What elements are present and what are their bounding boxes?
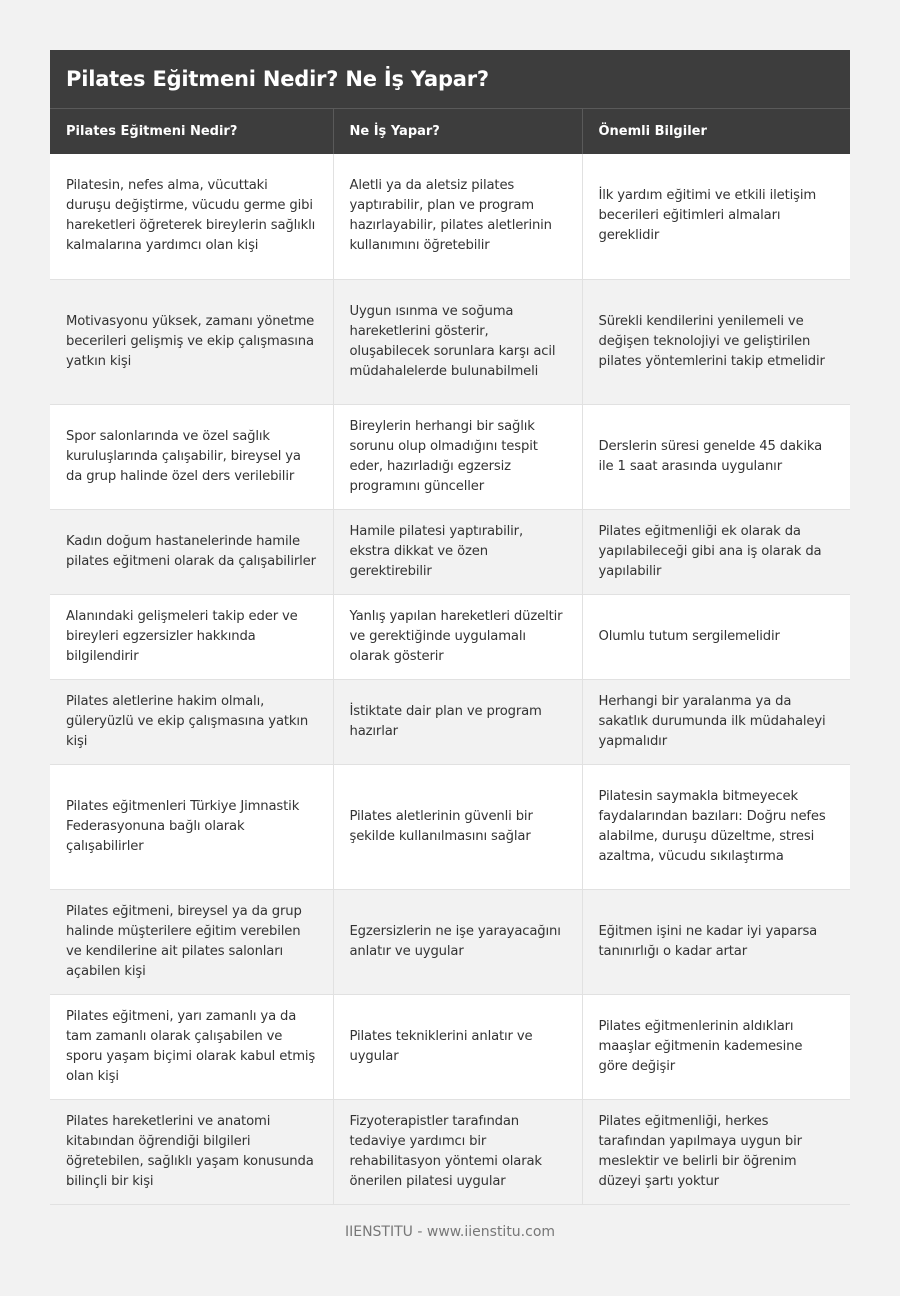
table-cell: Olumlu tutum sergilemelidir: [582, 594, 850, 679]
table-row: [50, 764, 850, 889]
page-title: Pilates Eğitmeni Nedir? Ne İş Yapar?: [66, 67, 489, 91]
table-row: [50, 279, 850, 404]
table-cell: Eğitmen işini ne kadar iyi yaparsa tanınırlığı o kadar artar: [582, 889, 850, 994]
table-cell: Fizyoterapistler tarafından tedaviye yardımcı bir rehabilitasyon yöntemi olarak önerilen pilatesi uygular: [333, 1099, 582, 1204]
table-row: [50, 679, 850, 764]
table-header-row: [50, 109, 850, 155]
table-cell: Bireylerin herhangi bir sağlık sorunu olup olmadığını tespit eder, hazırladığı egzersiz programını günceller: [333, 404, 582, 509]
table-cell: Pilates tekniklerini anlatır ve uygular: [333, 994, 582, 1099]
table-cell: Motivasyonu yüksek, zamanı yönetme becerileri gelişmiş ve ekip çalışmasına yatkın kişi: [50, 279, 333, 404]
column-header-important-info: Önemli Bilgiler: [582, 109, 850, 155]
table-cell: Spor salonlarında ve özel sağlık kuruluşlarında çalışabilir, bireysel ya da grup halinde özel ders verilebilir: [50, 404, 333, 509]
table-row: [50, 404, 850, 509]
table-cell: Herhangi bir yaralanma ya da sakatlık durumunda ilk müdahaleyi yapmalıdır: [582, 679, 850, 764]
table-row: [50, 889, 850, 994]
table-cell: Egzersizlerin ne işe yarayacağını anlatır ve uygular: [333, 889, 582, 994]
table-row: [50, 509, 850, 594]
table-cell: Pilates aletlerinin güvenli bir şekilde kullanılmasını sağlar: [333, 764, 582, 889]
table-cell: Pilatesin, nefes alma, vücuttaki duruşu değiştirme, vücudu germe gibi hareketleri öğreterek bireylerin sağlıklı kalmalarına yardımcı olan kişi: [50, 154, 333, 279]
table-cell: Pilates eğitmenliği ek olarak da yapılabileceği gibi ana iş olarak da yapılabilir: [582, 509, 850, 594]
table-cell: Pilates eğitmenliği, herkes tarafından yapılmaya uygun bir meslektir ve belirli bir öğrenim düzeyi şartı yoktur: [582, 1099, 850, 1204]
table-row: [50, 594, 850, 679]
table-cell: İlk yardım eğitimi ve etkili iletişim becerileri eğitimleri almaları gereklidir: [582, 154, 850, 279]
footer-credit: IIENSTITU - www.iienstitu.com: [344, 1224, 556, 1240]
table-cell: Pilatesin saymakla bitmeyecek faydalarından bazıları: Doğru nefes alabilme, duruşu düzeltme, stresi azaltma, vücudu sıkılaştırma: [582, 764, 850, 889]
table-cell: Derslerin süresi genelde 45 dakika ile 1 saat arasında uygulanır: [582, 404, 850, 509]
column-header-definition: Pilates Eğitmeni Nedir?: [50, 109, 333, 155]
info-card: [50, 50, 850, 1205]
table-cell: Pilates eğitmeni, yarı zamanlı ya da tam zamanlı olarak çalışabilen ve sporu yaşam biçimi olarak kabul etmiş olan kişi: [50, 994, 333, 1099]
table-cell: Pilates hareketlerini ve anatomi kitabından öğrendiği bilgileri öğretebilen, sağlıklı yaşam konusunda bilinçli bir kişi: [50, 1099, 333, 1204]
table-cell: Pilates aletlerine hakim olmalı, güleryüzlü ve ekip çalışmasına yatkın kişi: [50, 679, 333, 764]
title-bar: [50, 50, 850, 108]
table-cell: Sürekli kendilerini yenilemeli ve değişen teknolojiyi ve geliştirilen pilates yöntemlerini takip etmelidir: [582, 279, 850, 404]
table-row: [50, 994, 850, 1099]
table-row: [50, 154, 850, 279]
table-cell: Alanındaki gelişmeleri takip eder ve bireyleri egzersizler hakkında bilgilendirir: [50, 594, 333, 679]
table-cell: İstiktate dair plan ve program hazırlar: [333, 679, 582, 764]
info-table: [50, 108, 850, 1205]
table-cell: Hamile pilatesi yaptırabilir, ekstra dikkat ve özen gerektirebilir: [333, 509, 582, 594]
table-cell: Yanlış yapılan hareketleri düzeltir ve gerektiğinde uygulamalı olarak gösterir: [333, 594, 582, 679]
table-cell: Kadın doğum hastanelerinde hamile pilates eğitmeni olarak da çalışabilirler: [50, 509, 333, 594]
column-header-duties: Ne İş Yapar?: [333, 109, 582, 155]
table-cell: Aletli ya da aletsiz pilates yaptırabilir, plan ve program hazırlayabilir, pilates aletlerinin kullanımını öğretebilir: [333, 154, 582, 279]
table-cell: Pilates eğitmeni, bireysel ya da grup halinde müşterilere eğitim verebilen ve kendilerine ait pilates salonları açabilen kişi: [50, 889, 333, 994]
table-cell: Pilates eğitmenlerinin aldıkları maaşlar eğitmenin kademesine göre değişir: [582, 994, 850, 1099]
table-row: [50, 1099, 850, 1204]
table-cell: Pilates eğitmenleri Türkiye Jimnastik Federasyonuna bağlı olarak çalışabilirler: [50, 764, 333, 889]
table-cell: Uygun ısınma ve soğuma hareketlerini gösterir, oluşabilecek sorunlara karşı acil müdahalelerde bulunabilmeli: [333, 279, 582, 404]
